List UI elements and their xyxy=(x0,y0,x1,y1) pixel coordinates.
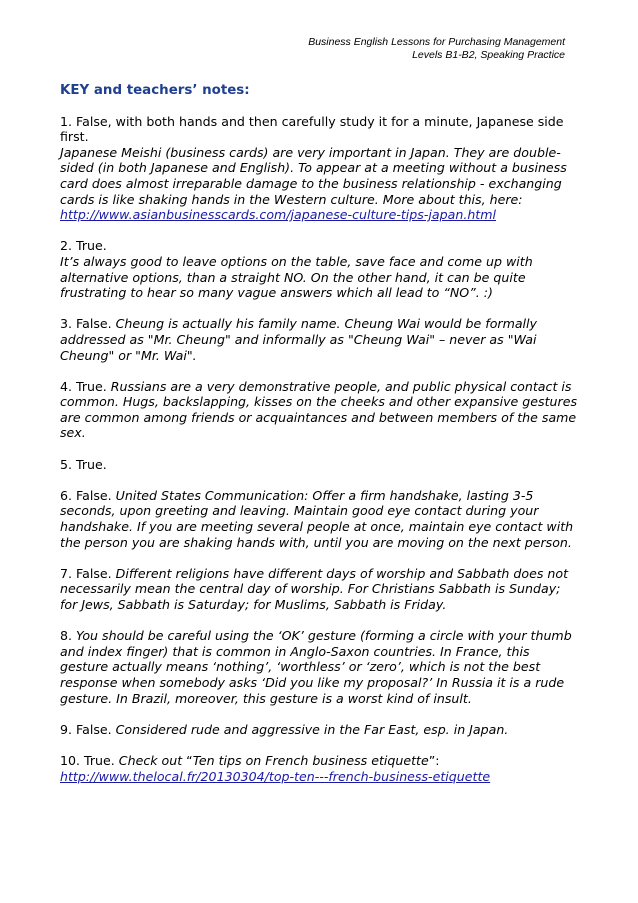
quote-title: Ten tips on French business etiquette xyxy=(192,752,429,768)
reference-link[interactable]: http://www.thelocal.fr/20130304/top-ten---french-business-etiquette xyxy=(60,768,491,784)
answer-note: Considered rude and aggressive in the Far East, esp. in Japan. xyxy=(115,721,509,737)
answer-note: Japanese Meishi (business cards) are very important in Japan. They are double-sided (in both Japanese and English). To appear at a meeting without a business card does almost irreparable damage to the business relationship - exchanging cards is like shaking hands in the Western culture. xyxy=(60,144,567,207)
quote-close: ”: xyxy=(428,752,440,768)
answer-item-2 xyxy=(60,238,580,300)
answer-text: 8. xyxy=(60,628,77,644)
answer-note: Check out xyxy=(118,752,187,768)
answer-note: Russians are a very demonstrative people, and public physical contact is common. Hugs, backslapping, kisses on the cheeks and other expansive gestures are common among friends or acquaintances and between members of the same sex. xyxy=(60,378,578,441)
answer-item-9 xyxy=(60,722,580,738)
answer-text: 6. False. xyxy=(60,487,116,503)
answer-item-10 xyxy=(60,753,580,784)
document-body xyxy=(60,83,580,800)
answer-item-4 xyxy=(60,379,580,441)
more-label: More about this, here: xyxy=(382,191,523,207)
answer-item-8 xyxy=(60,628,580,706)
reference-link[interactable]: http://www.asianbusinesscards.com/japanese-culture-tips-japan.html xyxy=(60,207,497,223)
answer-item-5 xyxy=(60,457,580,473)
answer-note: You should be careful using the ‘OK’ gesture (forming a circle with your thumb and index finger) that is common in Anglo-Saxon countries. In France, this gesture actually means ‘nothing’, ‘worthless’ or ‘zero’, which is not the best response when somebody asks ‘Did you like my proposal?’ In Russia it is a rude gesture. In Brazil, moreover, this gesture is a worst kind of insult. xyxy=(60,628,572,706)
answer-note: It’s always good to leave options on the table, save face and come up with alternative options, than a straight NO. On the other hand, it can be quite frustrating to hear so many vague answers which all lead to “NO”. :) xyxy=(60,253,533,301)
answer-note: Cheung is actually his family name. Cheung Wai would be formally addressed as "Mr. Cheung" and informally as "Cheung Wai" – never as "Wai Cheung" or "Mr. Wai". xyxy=(60,316,538,363)
answer-item-7 xyxy=(60,566,580,613)
answer-text: 7. False. xyxy=(60,565,116,581)
answer-text: 3. False. xyxy=(60,316,116,332)
quote-open: “ xyxy=(186,752,193,768)
answer-text: 5. True. xyxy=(60,456,107,472)
section-title: KEY and teachers’ notes: xyxy=(60,83,250,98)
answer-note: United States Communication: Offer a firm handshake, lasting 3-5 seconds, upon greeting and leaving. Maintain good eye contact during your handshake. If you are meeting several people at once, maintain eye contact with the person you are shaking hands with, until you are moving on the next person. xyxy=(60,487,574,550)
header-line-1: Business English Lessons for Purchasing Management xyxy=(308,36,565,48)
answer-text: 9. False. xyxy=(60,721,116,737)
page-header xyxy=(308,36,565,62)
answer-item-6 xyxy=(60,488,580,550)
header-line-2: Levels B1-B2, Speaking Practice xyxy=(412,49,565,61)
answer-text: 2. True. xyxy=(60,238,107,254)
answer-item-1 xyxy=(60,114,580,223)
answer-note: Different religions have different days of worship and Sabbath does not necessarily mean the central day of worship. For Christians Sabbath is Sunday; for Jews, Sabbath is Saturday; for Muslims, Sabbath is Friday. xyxy=(60,565,569,612)
answer-text: 10. True. xyxy=(60,752,119,768)
answer-text: 4. True. xyxy=(60,378,111,394)
answer-text: 1. False, with both hands and then carefully study it for a minute, Japanese side first. xyxy=(60,113,564,145)
answer-item-3 xyxy=(60,316,580,363)
